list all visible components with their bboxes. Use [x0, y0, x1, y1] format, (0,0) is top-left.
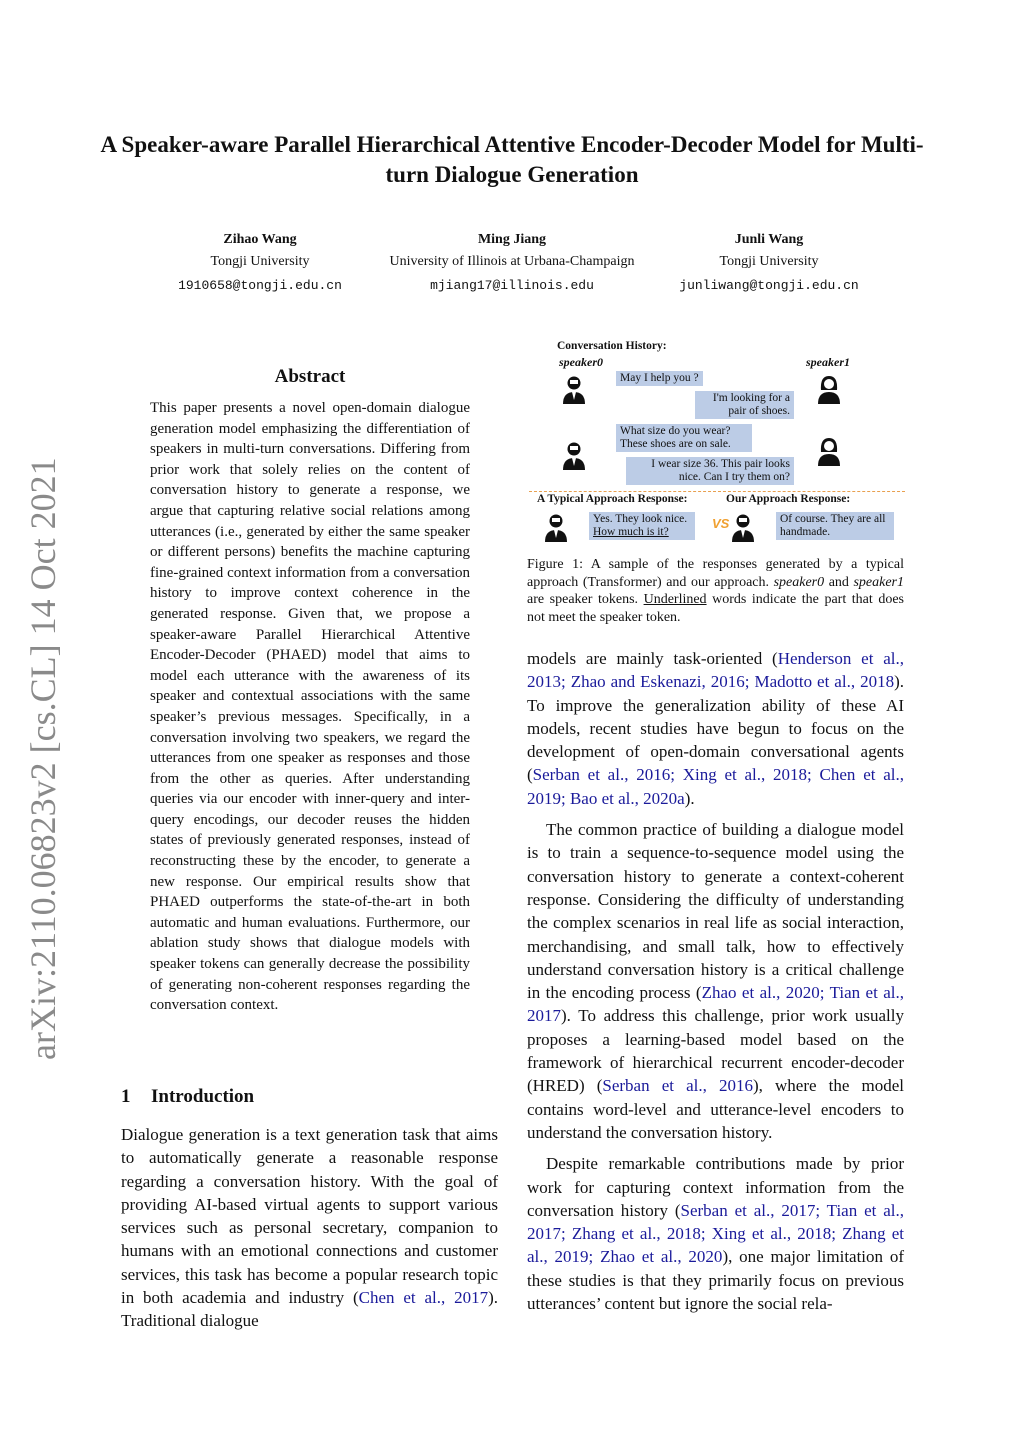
separator-line	[529, 491, 905, 492]
author-affiliation: Tongji University	[719, 254, 819, 269]
author-email: mjiang17@illinois.edu	[430, 278, 594, 293]
author-name: Junli Wang	[734, 232, 804, 247]
citation-link[interactable]: Chen et al., 2017	[358, 1288, 489, 1308]
citation-link[interactable]: Serban et al., 2016	[602, 1076, 753, 1096]
author-block	[130, 230, 390, 298]
paragraph-text: The common practice of building a dialogue model is to train a sequence-to-sequence model using the conversation history to generate a context-coherent response. Considering the difficulty of understanding the complex scenarios in real life as social interaction, merchandising, and small talk, how to effectively understand conversation history is a critical challenge in the encoding process (	[527, 820, 904, 1003]
paragraph	[527, 1152, 904, 1315]
citation-link[interactable]: Henderson et al., 2013; Zhao and Eskenazi, 2016; Madotto et al., 2018	[527, 649, 904, 692]
caption-underlined: Underlined	[643, 592, 707, 607]
section-number: 1	[121, 1086, 131, 1107]
caption-text: are speaker tokens.	[527, 592, 639, 607]
our-approach-label: Our Approach Response:	[726, 493, 851, 505]
caption-speaker1: speaker1	[853, 574, 905, 590]
author-name: Ming Jiang	[477, 232, 547, 247]
history-label: Conversation History:	[557, 340, 667, 352]
female-speaker-icon	[816, 436, 842, 466]
paragraph-text: ), where the model contains word-level and utterance-level encoders to understand the conversation history.	[527, 1076, 905, 1142]
female-speaker-icon	[816, 374, 842, 404]
author-email: junliwang@tongji.edu.cn	[679, 278, 859, 293]
author-block	[639, 230, 899, 298]
right-column-body	[527, 647, 904, 1323]
paragraph-text: Dialogue generation is a text generation task that aims to automatically generate a reasonable response regarding a conversation history. With the goal of providing AI-based virtual agents to support various services such as personal secretary, companion to humans with an emotional connections and customer services, this task has become a popular research topic in both academia and industry (	[121, 1125, 498, 1308]
figure-1	[527, 336, 907, 548]
male-speaker-icon	[561, 374, 587, 404]
caption-prefix: Figure 1:	[527, 557, 583, 572]
male-speaker-icon	[730, 512, 756, 542]
paragraph	[121, 1123, 498, 1333]
utterance-bubble: What size do you wear? These shoes are on sale.	[616, 424, 752, 452]
paragraph-text: ).	[684, 788, 695, 808]
citation-link[interactable]: Serban et al., 2017; Tian et al., 2017; Zhang et al., 2018; Xing et al., 2018; Zhang et al., 2019; Zhao et al., 2020	[527, 1200, 904, 1267]
male-speaker-icon	[543, 512, 569, 542]
figure-caption	[527, 556, 904, 626]
paragraph-text: models are mainly task-oriented (	[527, 649, 778, 668]
arxiv-identifier: arXiv:2110.06823v2 [cs.CL] 14 Oct 2021	[23, 457, 63, 1060]
paragraph-text: ). To improve the generalization ability of these AI models, recent studies have begun to focus on the development of open-domain conversational agents (	[527, 672, 904, 785]
paragraph-text: ). Traditional dialogue	[121, 1288, 498, 1331]
author-block	[362, 230, 662, 298]
male-speaker-icon	[561, 440, 587, 470]
utterance-bubble: May I help you ?	[616, 371, 703, 386]
paragraph	[527, 818, 904, 1144]
speaker0-label: speaker0	[559, 355, 603, 369]
caption-speaker0: speaker0	[773, 574, 825, 590]
paragraph-text: ). To address this challenge, prior work usually proposes a learning-based model based on the framework of hierarchical recurrent encoder-decoder (HRED) (	[527, 1006, 904, 1096]
speaker1-label: speaker1	[806, 355, 850, 369]
our-response-bubble: Of course. They are all handmade.	[776, 512, 894, 540]
paragraph-text: ), one major limitation of these studies is that they primarily focus on previous utterances’ content but ignore the social rela-	[527, 1247, 904, 1314]
abstract-text: This paper presents a novel open-domain dialogue generation model emphasizing the differentiation of speakers in multi-turn conversations. Differing from prior work that solely relies on the content of conversation history to generate a response, we argue that capturing relative social relations among utterances (i.e., generated by either the same speaker or different persons) benefits the machine capturing fine-grained context information from a conversation history to improve context coherence in the generated response. Given that, we propose a speaker-aware Parallel Hierarchical Attentive Encoder-Decoder (PHAED) model that aims to model each utterance with the awareness of its speaker and contextual associations with the same speaker’s previous messages. Specifically, in a conversation involving two speakers, we regard the utterances from one speaker as responses and those from the other as queries. After understanding queries via our encoder with inner-query and inter-query encodings, our decoder reuses the hidden states of previously generated responses, instead of reconstructing these by the encoder, to generate a new response. Our empirical results show that PHAED outperforms the state-of-the-art in both automatic and human evaluations. Furthermore, our ablation study shows that dialogue models with speaker tokens can generally decrease the possibility of generating non-coherent responses regarding the conversation context.	[150, 400, 470, 1014]
caption-text: and	[828, 574, 849, 590]
abstract-heading: Abstract	[274, 366, 346, 387]
caption-text: words indicate the part that does not meet the speaker token.	[527, 592, 904, 625]
utterance-bubble: I'm looking for a pair of shoes.	[695, 391, 794, 419]
citation-link[interactable]: Serban et al., 2016; Xing et al., 2018; Chen et al., 2019; Bao et al., 2020a	[527, 765, 904, 808]
author-email: 1910658@tongji.edu.cn	[178, 278, 342, 293]
author-affiliation: University of Illinois at Urbana-Champaign	[389, 254, 635, 269]
caption-text: A sample of the responses generated by a typical approach (Transformer) and our approach.	[527, 557, 904, 590]
typical-response-bubble	[589, 512, 695, 540]
paper-title: A Speaker-aware Parallel Hierarchical Attentive Encoder-Decoder Model for Multi-turn Dialogue Generation	[100, 132, 924, 187]
vs-label: VS	[712, 516, 730, 531]
author-name: Zihao Wang	[223, 232, 297, 247]
response-text-underlined: How much is it?	[593, 526, 669, 538]
paragraph-text: Despite remarkable contributions made by prior work for capturing context information from the conversation history (	[527, 1154, 904, 1220]
typical-approach-label: A Typical Approach Response:	[537, 493, 688, 505]
left-column-body	[121, 1123, 498, 1341]
section-title: Introduction	[151, 1086, 255, 1107]
citation-link[interactable]: Zhao et al., 2020; Tian et al., 2017	[527, 983, 904, 1026]
paragraph	[527, 647, 904, 810]
author-affiliation: Tongji University	[210, 254, 310, 269]
utterance-bubble: I wear size 36. This pair looks nice. Can I try them on?	[626, 457, 794, 485]
section-heading	[121, 1086, 254, 1108]
response-text: Yes. They look nice.	[593, 513, 688, 525]
